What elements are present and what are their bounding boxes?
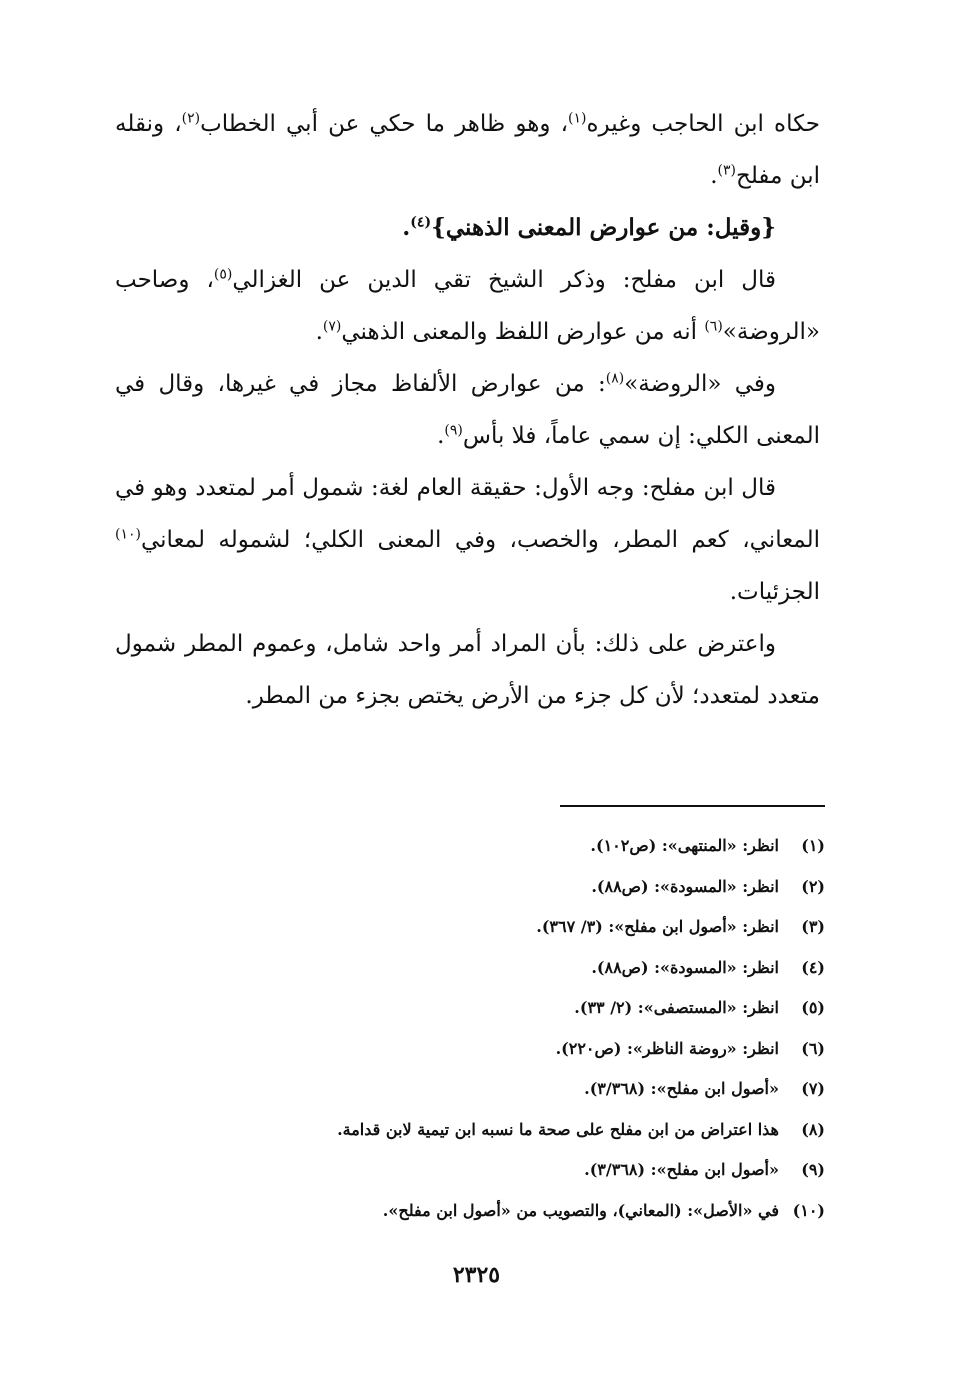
footnote-text: انظر: «المسودة»: (ص٨٨).: [591, 876, 779, 896]
text-run: .: [402, 214, 411, 241]
text-run: الجزئيات.: [729, 579, 820, 605]
footnote-8: [200, 1110, 825, 1151]
footnote-5: [200, 988, 825, 1029]
footnote-ref: (٣): [717, 162, 736, 179]
footnote-ref: (٦): [704, 318, 723, 335]
text-run: .: [437, 423, 445, 449]
footnote-number: (٧): [801, 1079, 825, 1098]
footnote-ref: (٧): [322, 318, 342, 335]
paragraph-4: [115, 358, 820, 462]
footnote-text: انظر: «المسودة»: (ص٨٨).: [591, 957, 779, 977]
footnote-number: (٩): [801, 1160, 825, 1179]
text-run: ، وصاحب «الروضة»: [115, 267, 820, 345]
text-run: {وقيل: من عوارض المعنى الذهني}: [431, 214, 776, 241]
footnote-text: انظر: «المستصفى»: (٢/ ٣٣).: [574, 998, 779, 1017]
footnote-ref: (٢): [181, 110, 201, 127]
text-run: .: [710, 163, 718, 189]
footnote-1: [200, 826, 825, 867]
text-run: أنه من عوارض اللفظ والمعنى الذهني: [341, 319, 705, 345]
footnote-text: انظر: «أصول ابن مفلح»: (٣/ ٣٦٧).: [536, 917, 779, 936]
footnote-text: «أصول ابن مفلح»: (٣/٣٦٨).: [584, 1160, 779, 1179]
paragraph-6: واعترض على ذلك: بأن المراد أمر واحد شامل، وعموم المطر شمول متعدد لمتعدد؛ لأن كل جزء من الأرض يختص بجزء من المطر.: [115, 631, 820, 709]
text-run: قال ابن مفلح: وجه الأول: حقيقة العام لغة: شمول أمر لمتعدد وهو في المعاني، كعم المطر، والخصب، وفي المعنى الكلي؛ لشموله لمعاني: [115, 475, 820, 553]
footnote-number: (٥): [801, 998, 825, 1017]
footnote-3: [200, 907, 825, 948]
footnote-9: [200, 1150, 825, 1191]
paragraph-1: [115, 98, 820, 202]
footnote-2: [200, 867, 825, 908]
main-text: [115, 98, 820, 722]
text-run: .: [315, 319, 323, 345]
footnote-number: (٢): [801, 876, 825, 896]
footnote-number: (١): [801, 836, 825, 855]
footnote-4: [200, 948, 825, 989]
footnote-ref: (٥): [213, 266, 233, 283]
footnote-ref: (٨): [605, 370, 625, 387]
footnote-7: [200, 1069, 825, 1110]
footnote-ref: (١٠): [115, 526, 141, 543]
text-run: قال ابن مفلح: وذكر الشيخ تقي الدين عن الغزالي: [232, 267, 776, 293]
footnote-10: [200, 1191, 825, 1232]
footnote-text: في «الأصل»: (المعاني)، والتصويب من «أصول ابن مفلح».: [382, 1200, 779, 1220]
footnote-6: [200, 1029, 825, 1070]
footnote-number: (٦): [801, 1038, 825, 1058]
text-run: ، ونقله ابن مفلح: [115, 111, 820, 189]
text-run: : من عوارض الألفاظ مجاز في غيرها، وقال في المعنى الكلي: إن سمي عاماً، فلا بأس: [115, 371, 820, 449]
paragraph-5: [115, 462, 820, 618]
text-run: حكاه ابن الحاجب وغيره: [586, 111, 820, 137]
text-run: ، وهو ظاهر ما حكي عن أبي الخطاب: [200, 111, 569, 137]
page-number: ٢٣٢٥: [452, 1262, 501, 1288]
footnote-divider: [560, 805, 825, 807]
footnote-number: (٨): [801, 1119, 825, 1139]
footnote-text: «أصول ابن مفلح»: (٣/٣٦٨).: [584, 1079, 779, 1098]
footnote-text: انظر: «روضة الناظر»: (ص٢٢٠).: [555, 1038, 779, 1058]
footnote-text: انظر: «المنتهى»: (ص١٠٢).: [590, 836, 779, 855]
footnote-number: (١٠): [792, 1200, 825, 1220]
paragraph-3: [115, 254, 820, 358]
paragraph-2: [115, 202, 820, 254]
text-run: وفي «الروضة»: [624, 371, 776, 397]
footnote-number: (٣): [801, 917, 825, 936]
footnote-ref: (١): [568, 110, 587, 127]
footnotes: [200, 826, 825, 1231]
footnote-ref: (٩): [444, 422, 463, 439]
footnote-ref: (٤): [410, 214, 432, 231]
footnote-text: هذا اعتراض من ابن مفلح على صحة ما نسبه ابن تيمية لابن قدامة.: [337, 1119, 779, 1139]
footnote-number: (٤): [801, 957, 825, 977]
